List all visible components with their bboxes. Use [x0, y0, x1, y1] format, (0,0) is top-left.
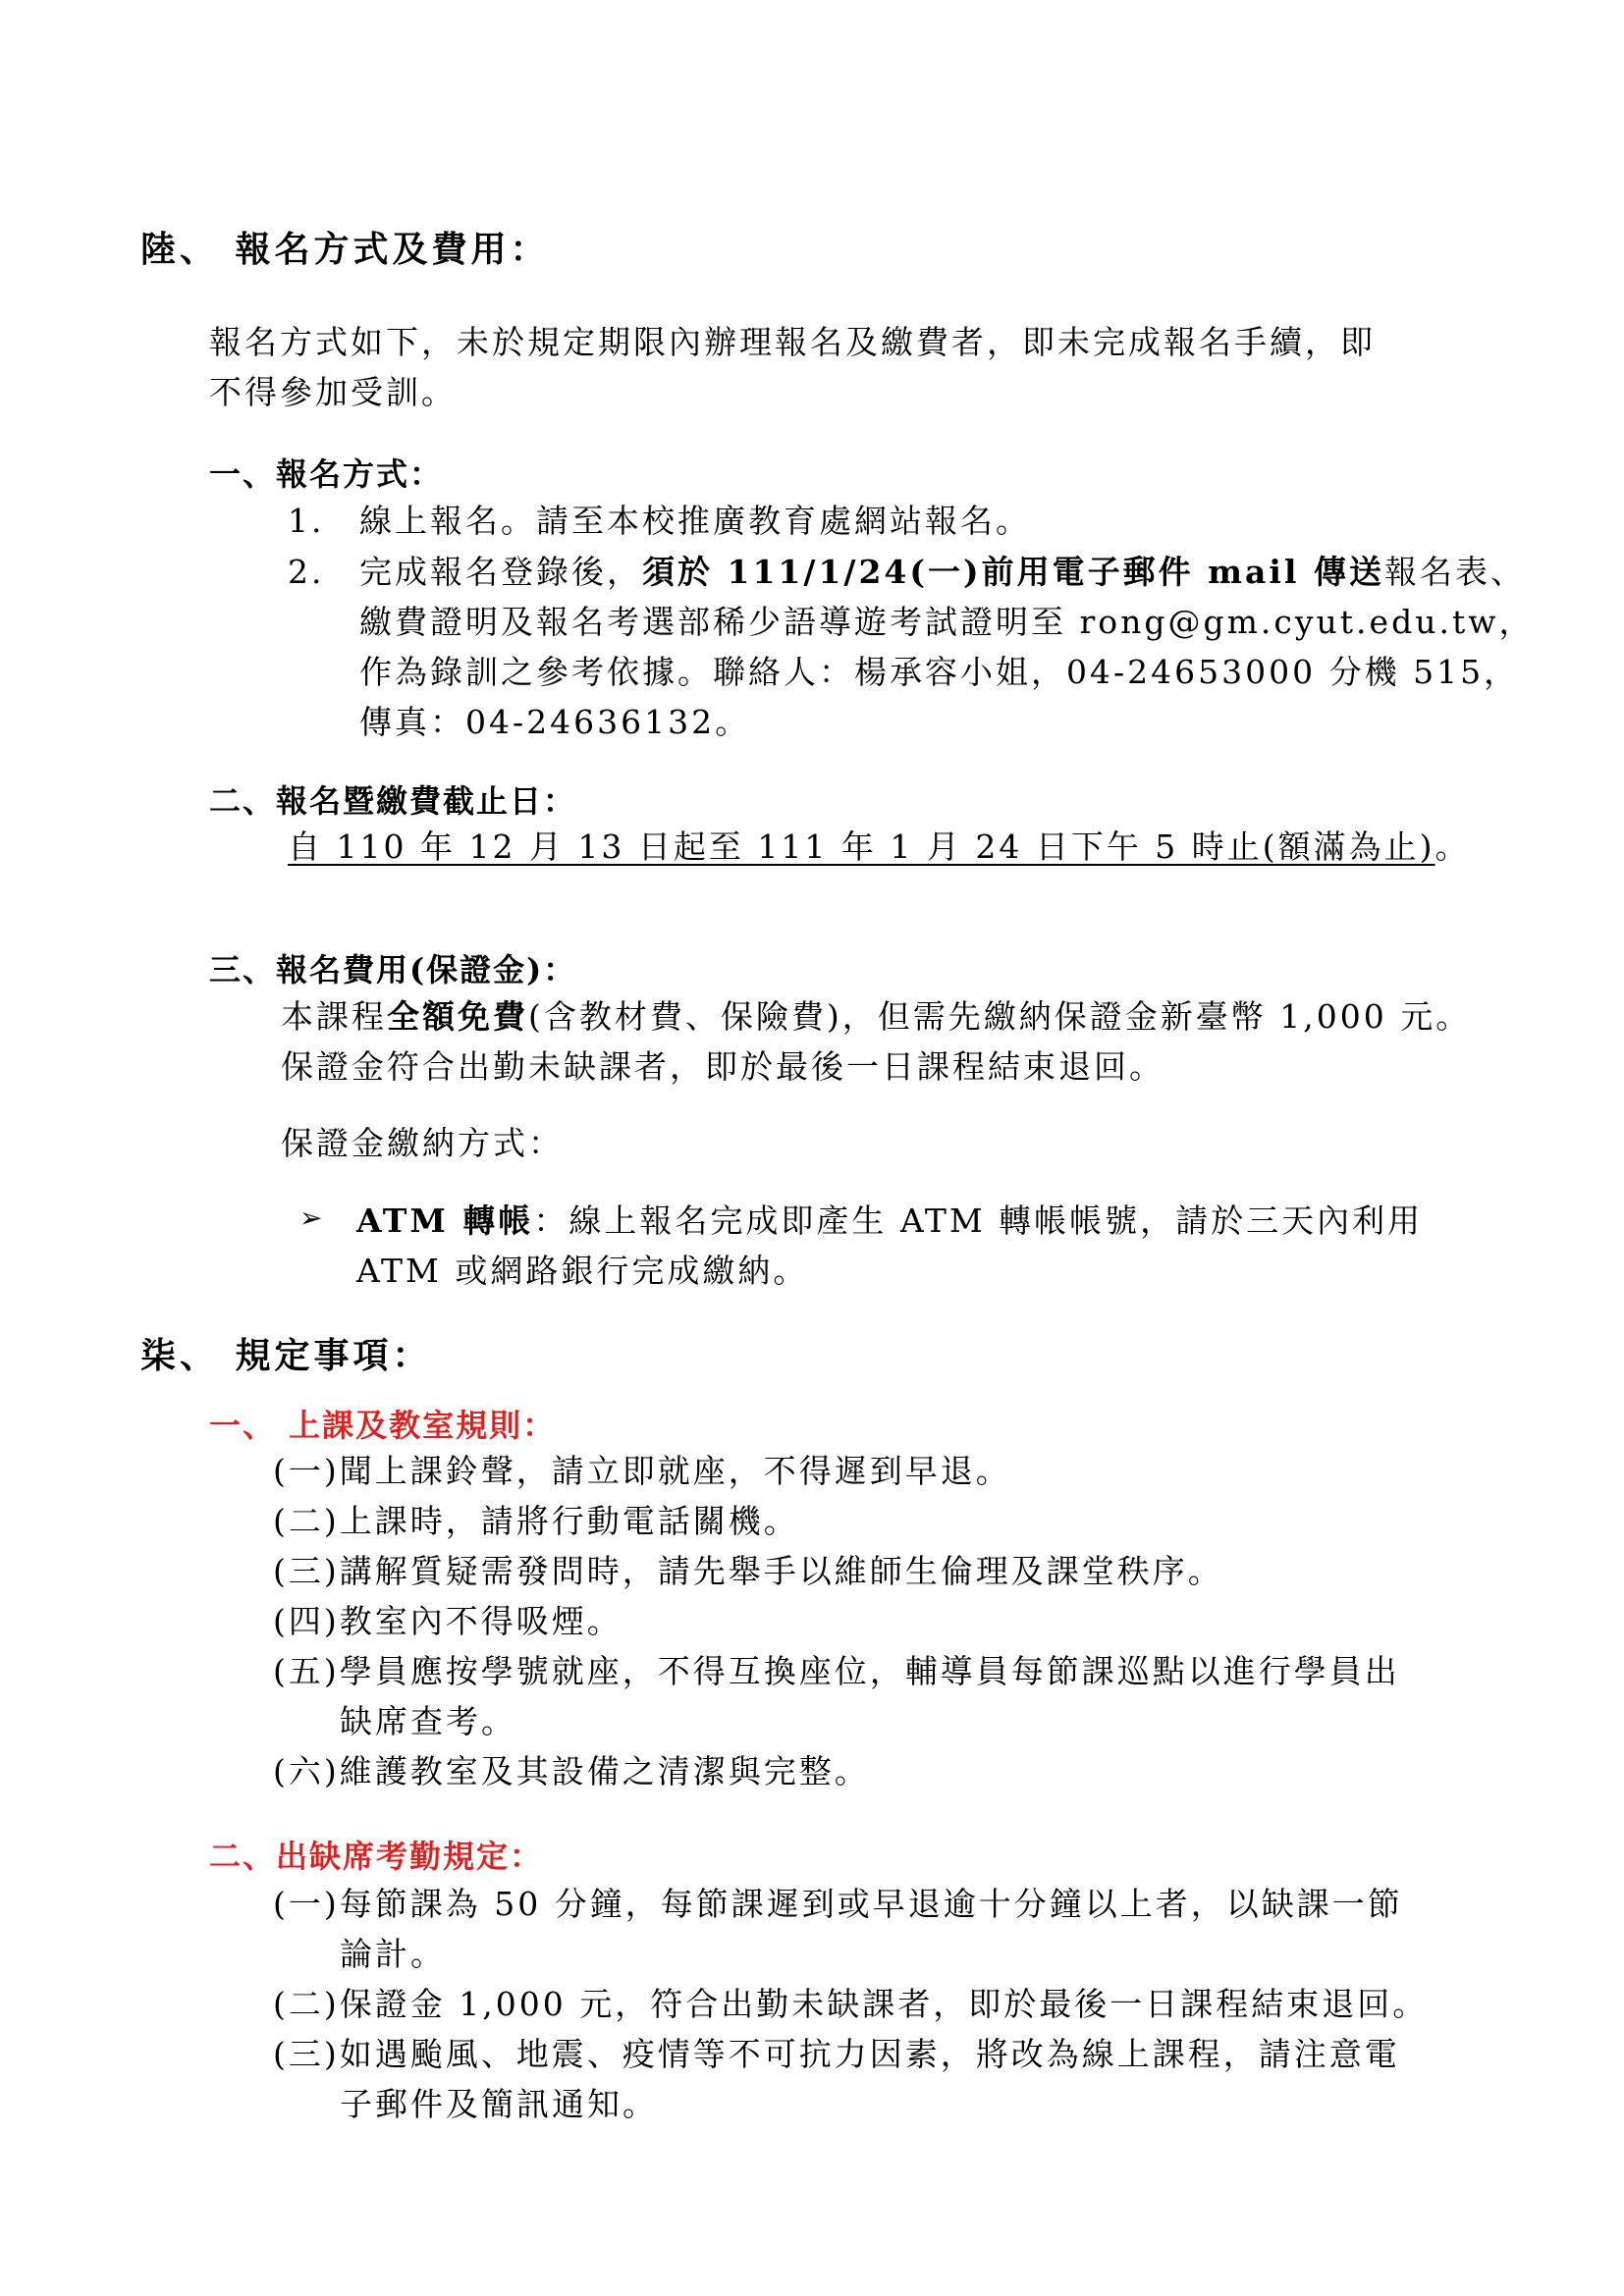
rule-item: (二)上課時，請將行動電話關機。 — [273, 1502, 799, 1540]
rule-item: (一)每節課為 50 分鐘，每節課遲到或早退逾十分鐘以上者，以缺課一節 — [273, 1885, 1403, 1923]
fee-line-2: 保證金符合出勤未缺課者，即於最後一日課程結束退回。 — [281, 1047, 1164, 1086]
subheading-registration-method: 一、報名方式： — [209, 455, 444, 493]
rule-item: (五)學員應按學號就座，不得互換座位，輔導員每節課巡點以進行學員出 — [273, 1652, 1400, 1690]
rule-item: (三)如遇颱風、地震、疫情等不可抗力因素，將改為線上課程，請注意電 — [273, 2035, 1400, 2073]
list-item-submit-docs-line-2: 繳費證明及報名考選部稀少語導遊考試證明至 rong@gm.cyut.edu.tw， — [359, 603, 1535, 641]
intro-line-1: 報名方式如下，未於規定期限內辦理報名及繳費者，即未完成報名手續，即 — [209, 323, 1376, 361]
text-run: 報名表、 — [1383, 553, 1526, 591]
bold-deadline-text: 須於 111/1/24(一)前用電子郵件 mail 傳送 — [642, 553, 1384, 591]
deadline-text — [288, 828, 1471, 867]
list-item-online-registration: 線上報名。請至本校推廣教育處網站報名。 — [359, 502, 1031, 540]
bold-free-text: 全額免費 — [387, 997, 528, 1036]
list-number-2: 2. — [288, 553, 325, 591]
subheading-attendance-rules: 二、出缺席考勤規定： — [209, 1838, 544, 1875]
rule-item: (六)維護教室及其設備之清潔與完整。 — [273, 1752, 870, 1790]
arrow-bullet-icon: ➢ — [299, 1201, 323, 1234]
rule-item-continuation: 論計。 — [340, 1935, 446, 1973]
text-run: 。 — [1435, 828, 1471, 866]
section-heading-registration: 陸、 報名方式及費用： — [140, 229, 550, 270]
atm-line-2: ATM 或網路銀行完成繳納。 — [356, 1252, 809, 1290]
list-item-submit-docs-line-1 — [359, 553, 1526, 592]
atm-line-1 — [356, 1201, 1423, 1241]
subheading-classroom-rules: 一、 上課及教室規則： — [209, 1407, 557, 1444]
list-number-1: 1. — [288, 502, 325, 540]
list-item-submit-docs-line-3: 作為錄訓之參考依據。聯絡人：楊承容小姐，04-24653000 分機 515， — [359, 653, 1520, 691]
rule-item-continuation: 子郵件及簡訊通知。 — [340, 2085, 658, 2123]
rule-item: (三)講解質疑需發問時，請先舉手以維師生倫理及課堂秩序。 — [273, 1552, 1223, 1590]
rule-item: (一)聞上課鈴聲，請立即就座，不得遲到早退。 — [273, 1452, 1011, 1490]
rule-item: (二)保證金 1,000 元，符合出勤未缺課者，即於最後一日課程結束退回。 — [273, 1985, 1429, 2023]
subheading-deadline: 二、報名暨繳費截止日： — [209, 782, 577, 820]
intro-line-2: 不得參加受訓。 — [209, 373, 457, 411]
bold-atm-label: ATM 轉帳 — [356, 1201, 534, 1240]
subheading-fee: 三、報名費用(保證金)： — [209, 951, 577, 988]
text-run: (含教材費、保險費)，但需先繳納保證金新臺幣 1,000 元。 — [528, 997, 1472, 1036]
rule-item: (四)教室內不得吸煙。 — [273, 1602, 623, 1640]
list-item-submit-docs-line-4: 傳真：04-24636132。 — [359, 703, 751, 741]
text-run: 本課程 — [281, 997, 387, 1036]
deadline-underlined: 自 110 年 12 月 13 日起至 111 年 1 月 24 日下午 5 時止(額滿為止) — [288, 828, 1435, 866]
text-run: ：線上報名完成即產生 ATM 轉帳帳號，請於三天內利用 — [533, 1201, 1424, 1240]
section-heading-regulations: 柒、 規定事項： — [140, 1335, 432, 1376]
fee-line-1 — [281, 997, 1471, 1037]
text-run: 完成報名登錄後， — [359, 553, 642, 591]
deposit-method-label: 保證金繳納方式： — [281, 1124, 564, 1162]
rule-item-continuation: 缺席查考。 — [340, 1702, 516, 1740]
